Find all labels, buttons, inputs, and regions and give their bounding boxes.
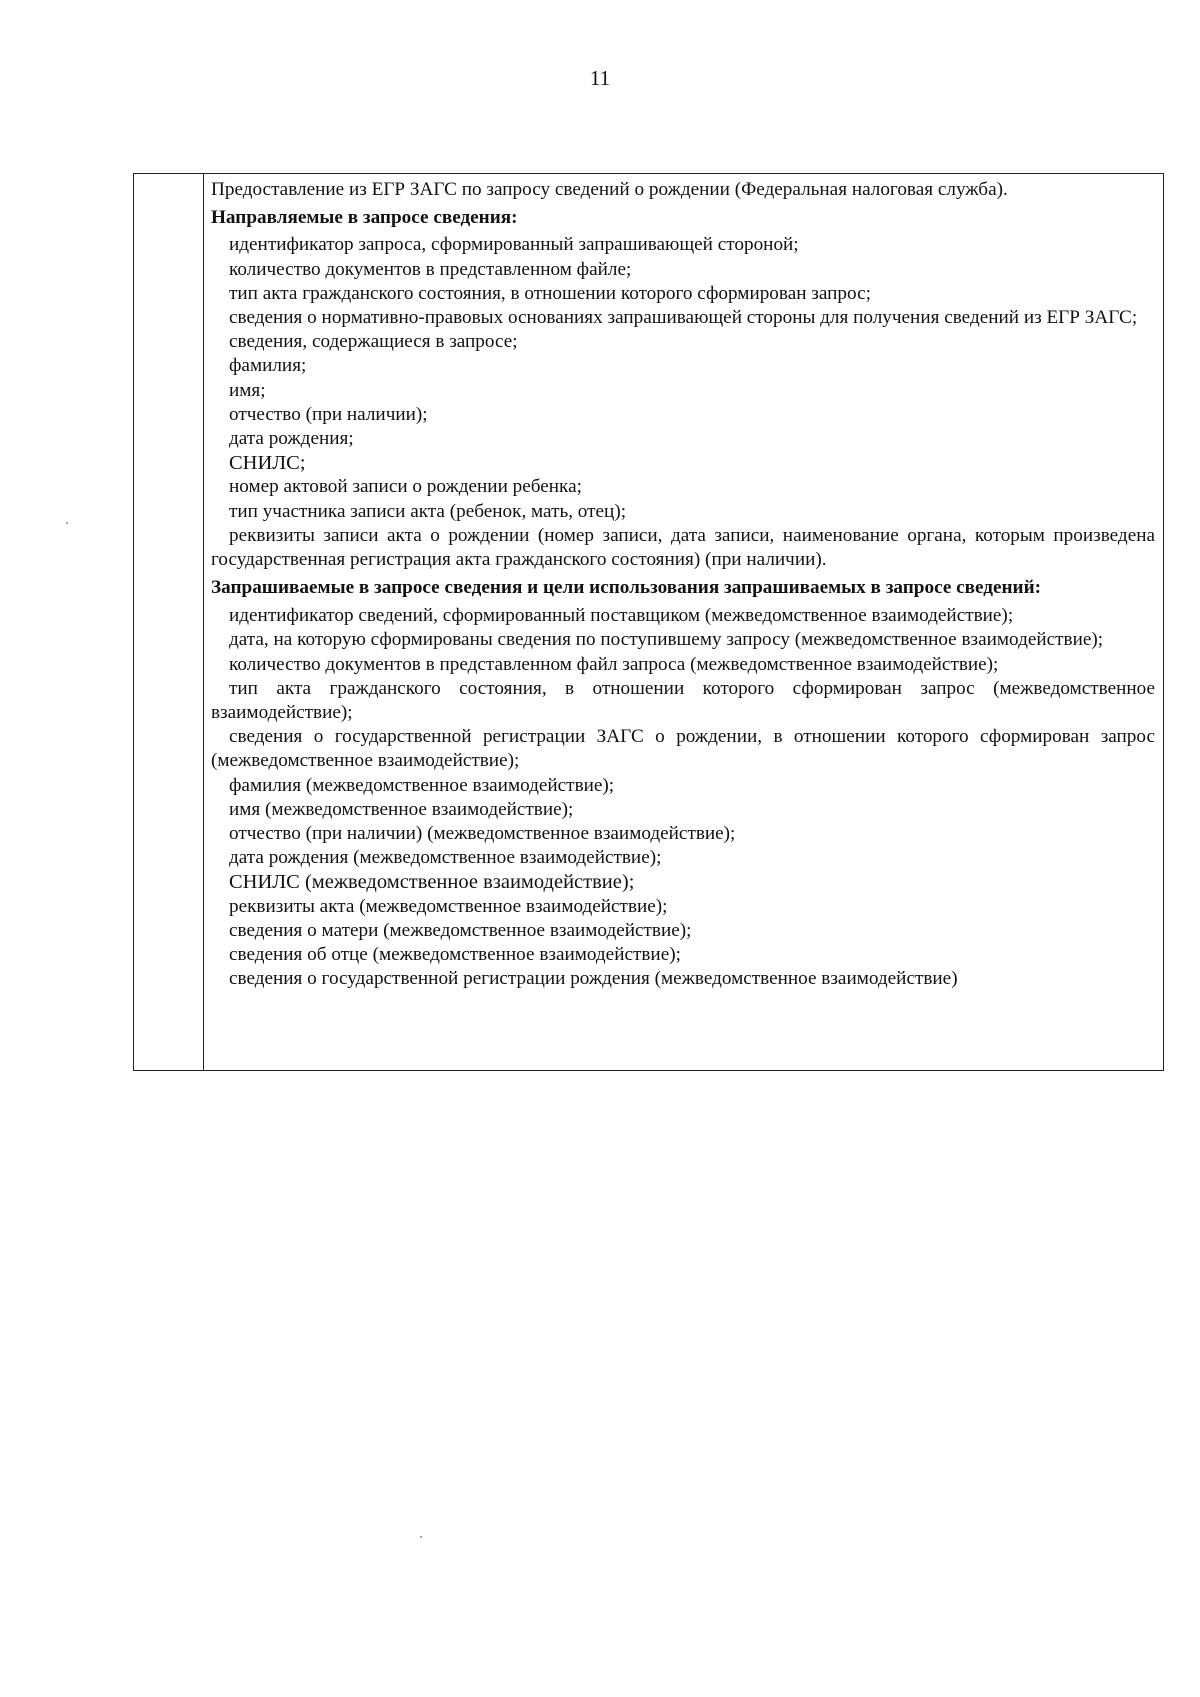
list-item: дата рождения; <box>229 428 354 450</box>
list-item: идентификатор сведений, сформированный поставщиком (межведомственное взаимодействие); <box>229 605 1014 627</box>
list-item: сведения, содержащиеся в запросе; <box>229 331 518 353</box>
list-item: имя; <box>229 379 266 401</box>
list-item: номер актовой записи о рождении ребенка; <box>229 476 582 498</box>
list-item: количество документов в представленном файле; <box>229 258 632 280</box>
list-item: сведения о матери (межведомственное взаимодействие); <box>229 919 692 941</box>
list-item: СНИЛС; <box>229 452 306 475</box>
table-left-column <box>134 174 204 1070</box>
list-item: отчество (при наличии) (межведомственное взаимодействие); <box>229 823 736 845</box>
list-item: реквизиты записи акта о рождении (номер записи, дата записи, наименование органа, которым произведена государственная регистрация акта гражданского состояния) (при наличии). <box>211 524 1155 571</box>
list-item: сведения об отце (межведомственное взаимодействие); <box>229 944 681 966</box>
content-table <box>133 173 1164 1071</box>
section1-heading: Направляемые в запросе сведения: <box>211 207 518 229</box>
page-number: 11 <box>589 66 611 90</box>
list-item: СНИЛС (межведомственное взаимодействие); <box>229 871 635 894</box>
list-item: тип участника записи акта (ребенок, мать, отец); <box>229 500 627 522</box>
list-item: реквизиты акта (межведомственное взаимодействие); <box>229 895 668 917</box>
list-item: дата, на которую сформированы сведения по поступившему запросу (межведомственное взаимодействие); <box>229 629 1104 651</box>
list-item: фамилия; <box>229 355 307 377</box>
section2-heading: Запрашиваемые в запросе сведения и цели использования запрашиваемых в запросе сведений: <box>211 577 1042 599</box>
table-right-column <box>204 174 1163 992</box>
list-item: количество документов в представленном файл запроса (межведомственное взаимодействие); <box>229 653 999 675</box>
list-item: тип акта гражданского состояния, в отношении которого сформирован запрос (межведомственное взаимодействие); <box>211 677 1155 724</box>
list-item: сведения о государственной регистрации рождения (межведомственное взаимодействие) <box>229 968 958 990</box>
list-item: имя (межведомственное взаимодействие); <box>229 798 574 820</box>
list-item: фамилия (межведомственное взаимодействие); <box>229 774 615 796</box>
list-item: сведения о нормативно-правовых основаниях запрашивающей стороны для получения сведений из ЕГР ЗАГС; <box>229 307 1138 329</box>
intro-paragraph: Предоставление из ЕГР ЗАГС по запросу сведений о рождении (Федеральная налоговая служба). <box>211 179 1008 200</box>
list-item: отчество (при наличии); <box>229 403 428 425</box>
scan-speck <box>66 522 68 524</box>
list-item: идентификатор запроса, сформированный запрашивающей стороной; <box>229 234 799 256</box>
scan-speck <box>420 1536 422 1538</box>
list-item: сведения о государственной регистрации ЗАГС о рождении, в отношении которого сформирован запрос (межведомственное взаимодействие); <box>211 726 1155 772</box>
list-item: тип акта гражданского состояния, в отношении которого сформирован запрос; <box>229 282 871 304</box>
list-item: дата рождения (межведомственное взаимодействие); <box>229 847 662 869</box>
